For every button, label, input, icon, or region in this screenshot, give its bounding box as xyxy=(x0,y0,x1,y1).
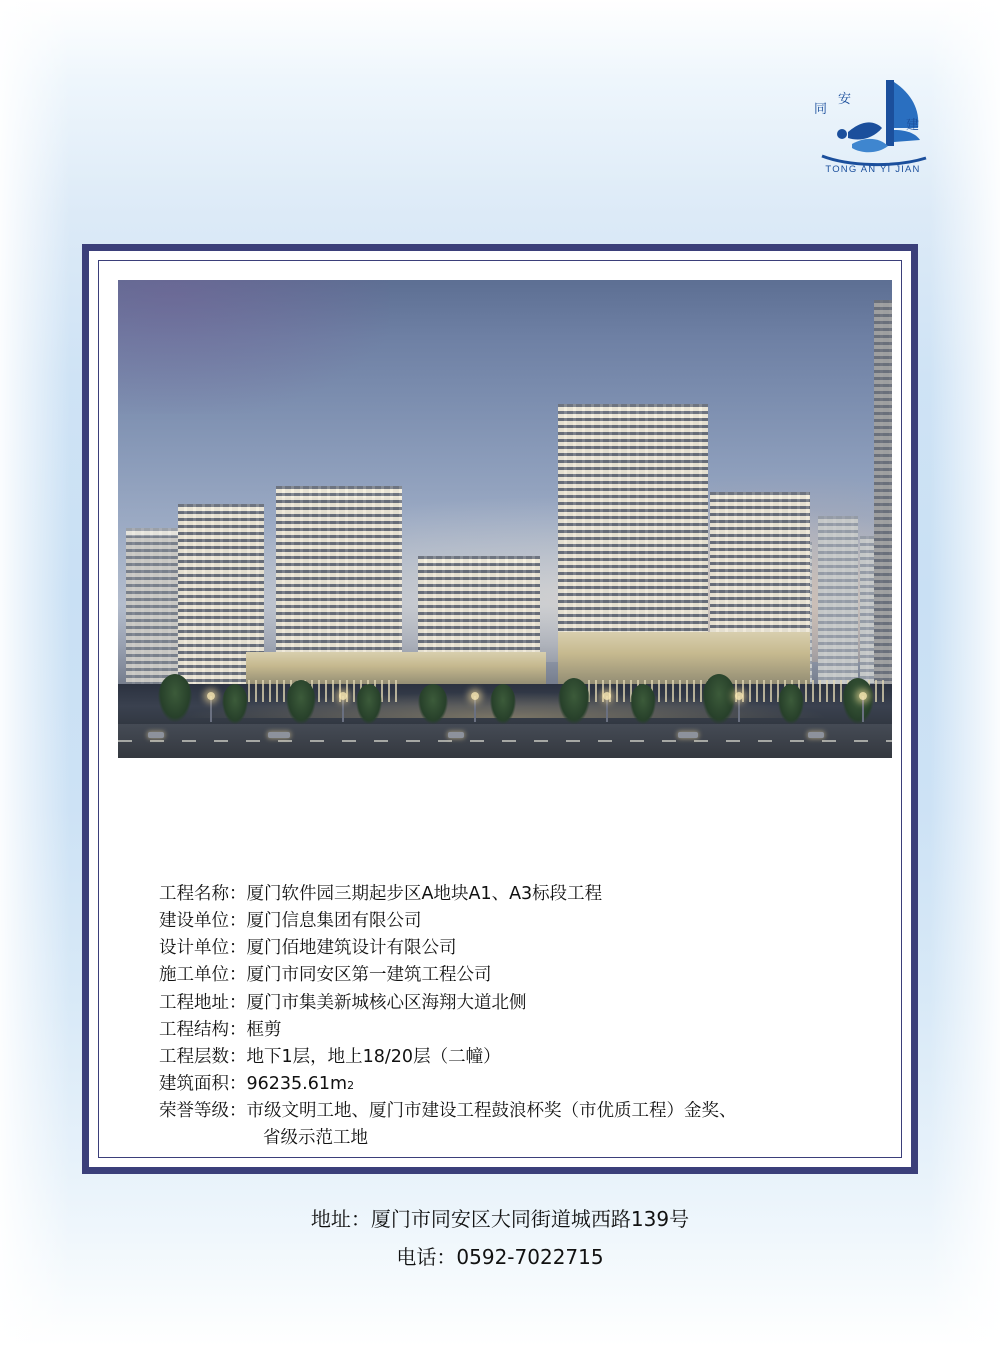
project-specs xyxy=(159,881,859,1152)
background-tower xyxy=(818,516,858,684)
content-frame-inner xyxy=(98,260,902,1158)
spec-row xyxy=(159,1044,859,1071)
spec-row xyxy=(159,1071,859,1098)
spec-row xyxy=(159,1017,859,1044)
podium-right xyxy=(558,632,810,686)
spec-value: 厦门市同安区第一建筑工程公司 xyxy=(246,965,492,986)
tree xyxy=(630,684,656,724)
tree xyxy=(286,680,316,724)
spec-value: 厦门佰地建筑设计有限公司 xyxy=(246,938,457,959)
street-lamp xyxy=(474,696,476,722)
tree xyxy=(558,678,590,724)
spec-value: 厦门软件园三期起步区A地块A1、A3标段工程 xyxy=(246,884,603,904)
tree xyxy=(222,684,248,724)
project-rendering xyxy=(118,280,892,758)
spec-value: 市级文明工地、厦门市建设工程鼓浪杯奖（市优质工程）金奖、 xyxy=(246,1101,737,1121)
car xyxy=(678,732,698,738)
spec-row xyxy=(159,1098,859,1125)
spec-row xyxy=(159,908,859,935)
tree xyxy=(356,684,382,724)
spec-value: 地下1层，地上18/20层（二幢） xyxy=(246,1046,501,1067)
spec-value-continuation: 省级示范工地 xyxy=(263,1128,368,1149)
spec-label: 荣誉等级： xyxy=(159,1101,247,1121)
sky-purple-glow xyxy=(118,280,389,414)
street-lamp xyxy=(210,696,212,722)
logo-cn-char-3: 建 xyxy=(906,118,920,133)
tree xyxy=(778,684,804,724)
street-lamp xyxy=(342,696,344,722)
tree xyxy=(418,684,448,724)
spec-value: 框剪 xyxy=(246,1019,282,1040)
logo-cn-char-1: 同 xyxy=(814,102,828,117)
company-logo xyxy=(808,72,938,177)
spec-label: 建筑面积： xyxy=(159,1073,247,1094)
spec-label: 工程层数： xyxy=(159,1046,247,1067)
logo-cn-char-2: 安 xyxy=(838,92,852,107)
footer-phone: 电话：0592-7022715 xyxy=(396,1245,604,1269)
spec-label: 工程名称： xyxy=(159,884,247,904)
spec-value: 厦门市集美新城核心区海翔大道北侧 xyxy=(246,992,527,1013)
logo-pinyin: TONG AN YI JIAN xyxy=(825,164,921,175)
spec-label: 建设单位： xyxy=(159,911,247,932)
spec-row xyxy=(159,935,859,962)
spec-value: 96235.61m xyxy=(246,1073,348,1094)
spec-label: 设计单位： xyxy=(159,938,247,959)
spec-label: 工程结构： xyxy=(159,1019,247,1040)
car xyxy=(448,732,464,738)
tree xyxy=(842,678,874,724)
spec-label: 施工单位： xyxy=(159,965,247,986)
street-lamp xyxy=(862,696,864,722)
content-frame xyxy=(82,244,918,1174)
car xyxy=(808,732,824,738)
spec-row xyxy=(159,962,859,989)
spec-label: 工程地址： xyxy=(159,992,247,1013)
spec-value: 厦门信息集团有限公司 xyxy=(246,911,422,932)
spec-row xyxy=(159,990,859,1017)
tree xyxy=(490,684,516,724)
tree xyxy=(702,674,736,724)
spec-row xyxy=(159,881,859,908)
road-center-line xyxy=(118,740,892,742)
car xyxy=(268,732,290,738)
footer-address: 地址：厦门市同安区大同街道城西路139号 xyxy=(310,1207,690,1231)
street-lamp xyxy=(738,696,740,722)
car xyxy=(148,732,164,738)
street-lamp xyxy=(606,696,608,722)
footer-contact xyxy=(0,1200,1000,1276)
tree xyxy=(158,674,192,722)
slab-tower xyxy=(874,300,892,684)
spec-value-superscript: 2 xyxy=(347,1078,355,1092)
